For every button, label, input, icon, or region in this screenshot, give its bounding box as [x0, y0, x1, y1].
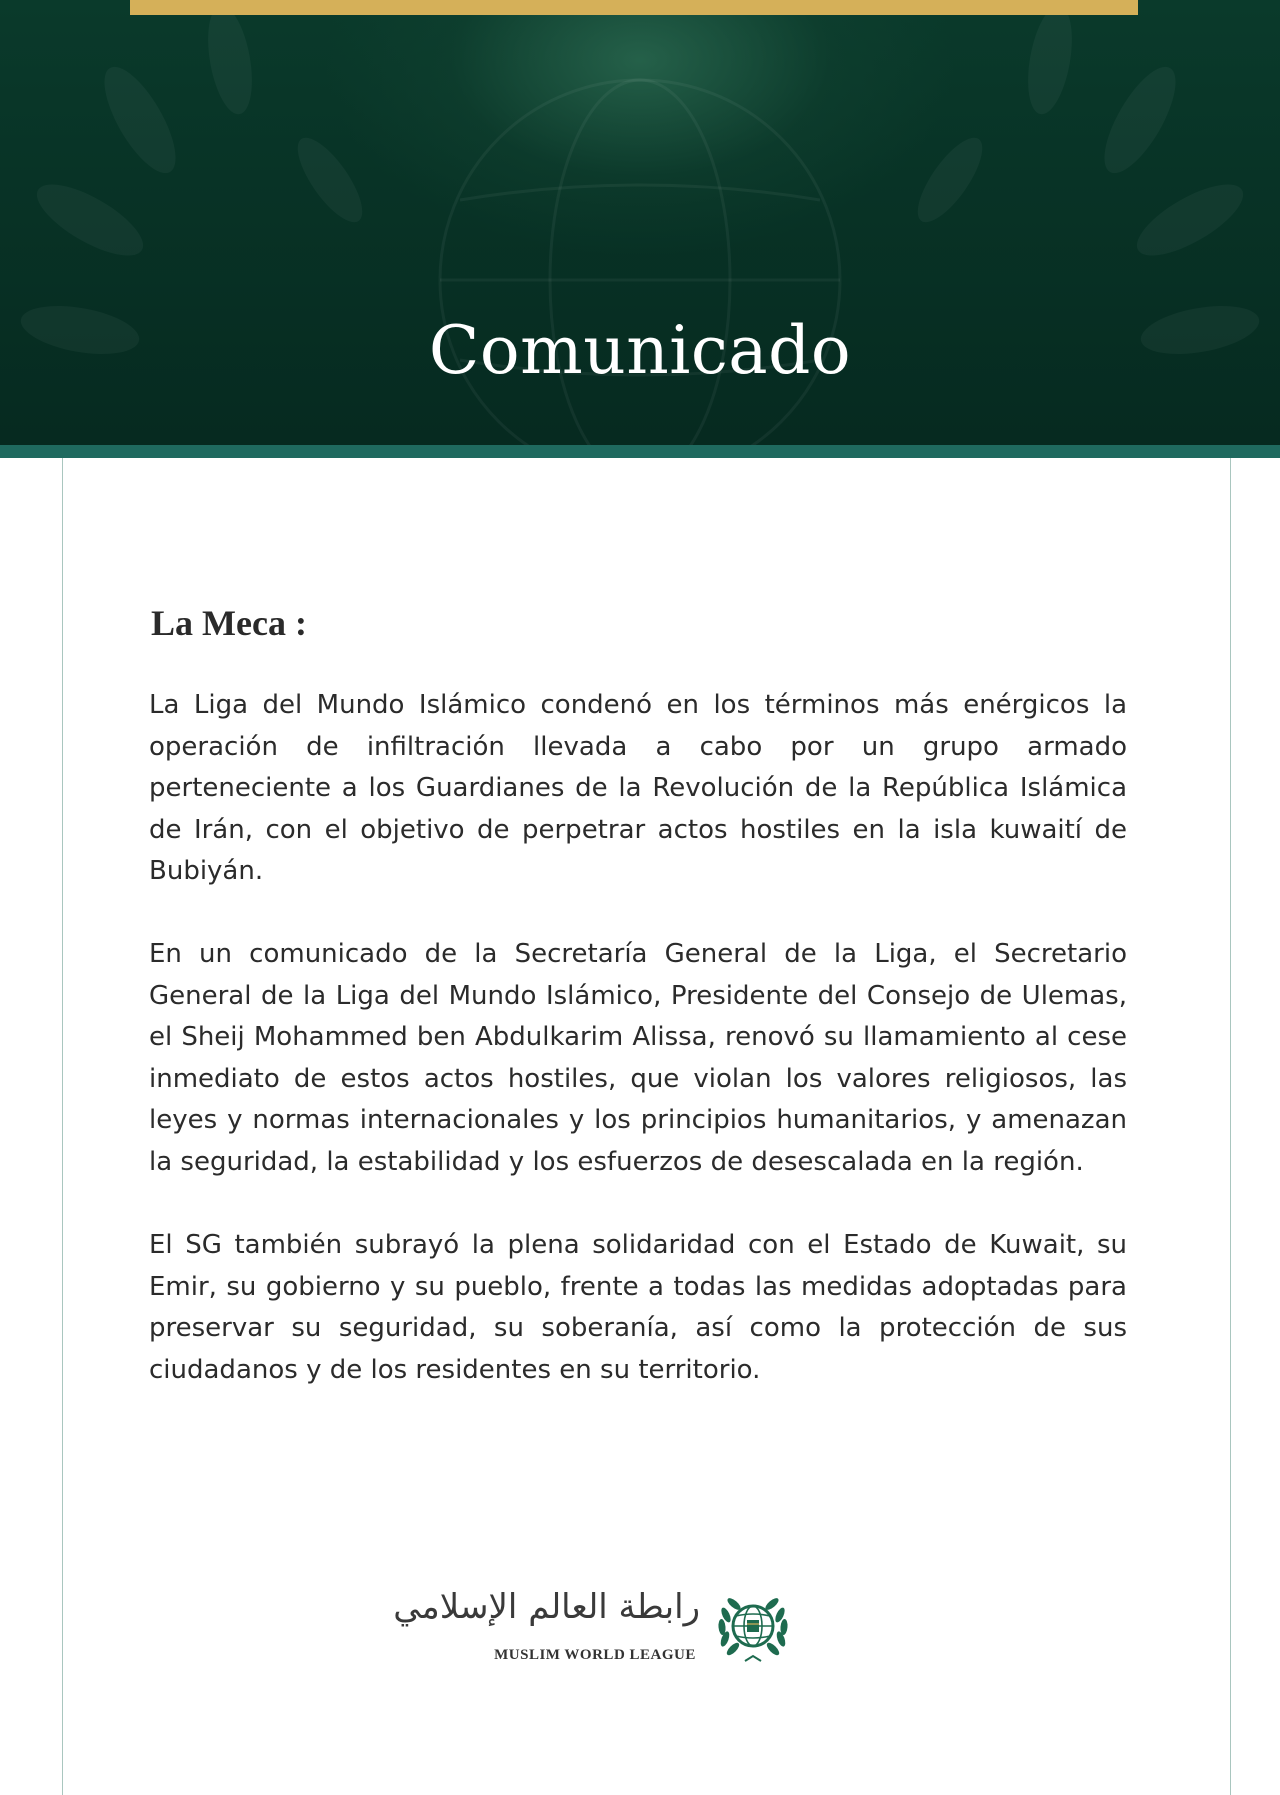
page-title: Comunicado — [428, 312, 852, 389]
body-paragraph-2: En un comunicado de la Secretaría General de la Liga, el Secretario General de la Liga del Mundo Islámico, Presidente del Consejo de Ulemas, el Sheij Mohammed ben Abdulkarim Alissa, renovó su llamamiento al cese inmediato de estos actos hostiles, que violan los valores religiosos, las leyes y normas internacionales y los principios humanitarios, y amenazan la seguridad, la estabilidad y los esfuerzos de desescalada en la región. — [149, 939, 1127, 1177]
gold-accent-bar — [130, 0, 1138, 15]
header-banner — [0, 0, 1280, 445]
body-paragraph-3: El SG también subrayó la plena solidaridad con el Estado de Kuwait, su Emir, su gobierno y su pueblo, frente a todas las medidas adoptadas para preservar su seguridad, su soberanía, así como la protección de sus ciudadanos y de los residentes en su territorio. — [149, 1230, 1127, 1385]
body-paragraph-1: La Liga del Mundo Islámico condenó en los términos más enérgicos la operación de infiltración llevada a cabo por un grupo armado perteneciente a los Guardianes de la Revolución de la República Islámica de Irán, con el objetivo de perpetrar actos hostiles en la isla kuwaití de Bubiyán. — [149, 690, 1127, 886]
dateline-location: La Meca : — [151, 603, 307, 643]
logo-english-name: MUSLIM WORLD LEAGUE — [494, 1647, 696, 1663]
frame-border-left — [62, 458, 63, 1795]
frame-border-right — [1230, 458, 1231, 1795]
muslim-world-league-logo — [393, 1585, 800, 1685]
header-divider-strip — [0, 445, 1280, 458]
logo-arabic-name: رابطة العالم الإسلامي — [393, 1587, 700, 1627]
globe-laurel-emblem-icon — [712, 1585, 794, 1667]
